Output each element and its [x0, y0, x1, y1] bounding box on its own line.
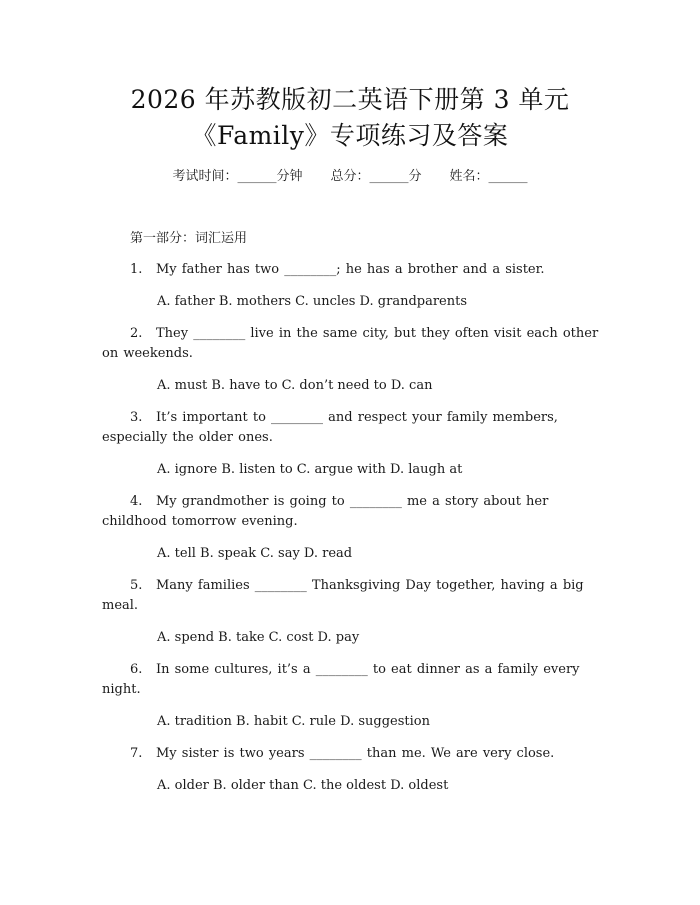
question-text: Many families ________ Thanksgiving Day together, having a big meal. — [102, 578, 584, 613]
question-number: 5. — [130, 578, 143, 593]
question-text: My grandmother is going to ________ me a story about her childhood tomorrow evening. — [102, 494, 549, 529]
question-7-options: A. older B. older than C. the oldest D. oldest — [157, 778, 449, 793]
exam-name: 姓名：______ — [449, 169, 528, 184]
question-3 — [102, 408, 602, 448]
question-text: My father has two ________; he has a brother and a sister. — [156, 262, 545, 277]
question-6 — [102, 660, 602, 700]
question-4-options: A. tell B. speak C. say D. read — [157, 546, 353, 561]
question-number: 2. — [130, 326, 143, 341]
section-heading: 第一部分：词汇运用 — [130, 231, 248, 246]
question-2-options: A. must B. have to C. don’t need to D. can — [157, 378, 433, 393]
question-4 — [102, 492, 602, 532]
question-5-options: A. spend B. take C. cost D. pay — [157, 630, 360, 645]
exam-info — [0, 168, 700, 186]
question-text: My sister is two years ________ than me. We are very close. — [156, 746, 555, 761]
question-1-options: A. father B. mothers C. uncles D. grandparents — [157, 294, 468, 309]
question-7 — [102, 744, 602, 764]
question-number: 7. — [130, 746, 143, 761]
question-text: They ________ live in the same city, but they often visit each other on weekends. — [102, 326, 599, 361]
document-title-line-1: 2026 年苏教版初二英语下册第 3 单元 — [130, 85, 570, 114]
document-title-line-2: 《Family》专项练习及答案 — [191, 121, 509, 150]
question-number: 6. — [130, 662, 143, 677]
exam-time: 考试时间：______分钟 — [172, 169, 303, 184]
question-number: 3. — [130, 410, 143, 425]
question-text: In some cultures, it’s a ________ to eat dinner as a family every night. — [102, 662, 580, 697]
question-number: 4. — [130, 494, 143, 509]
question-3-options: A. ignore B. listen to C. argue with D. laugh at — [157, 462, 463, 477]
question-6-options: A. tradition B. habit C. rule D. suggestion — [157, 714, 430, 729]
question-1 — [102, 260, 602, 280]
question-2 — [102, 324, 602, 364]
exam-score: 总分：______分 — [330, 169, 422, 184]
question-5 — [102, 576, 602, 616]
question-number: 1. — [130, 262, 143, 277]
question-text: It’s important to ________ and respect your family members, especially the older ones. — [102, 410, 558, 445]
